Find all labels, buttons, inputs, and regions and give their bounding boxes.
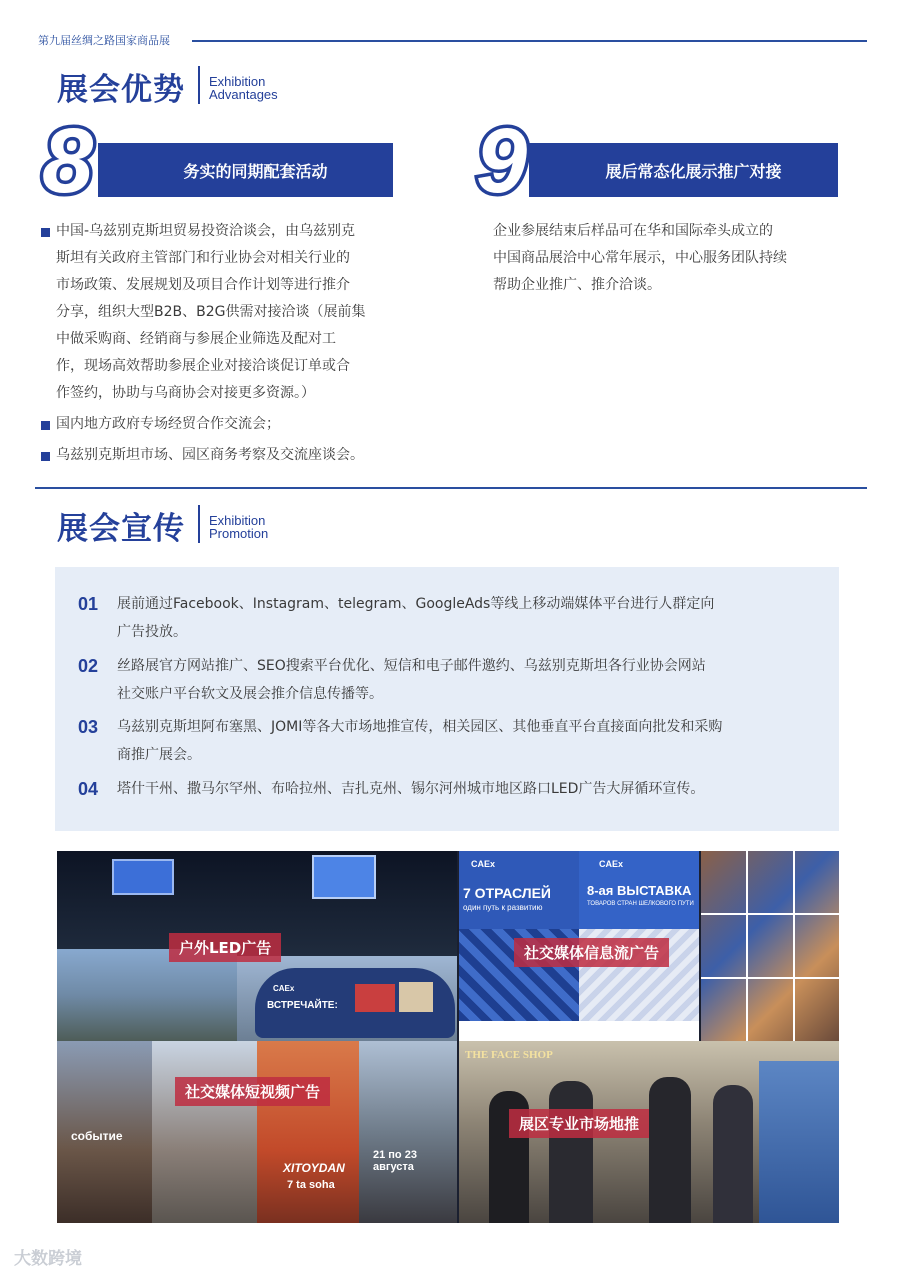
post-action-bar [459, 1021, 699, 1041]
item8-bullet-3-text: 乌兹别克斯坦市场、园区商务考察及交流座谈会。 [56, 447, 364, 463]
poster-headline: 8-ая ВЫСТАВКА [587, 883, 692, 898]
item8-heading-bar [98, 143, 393, 197]
poster-seven-industries [459, 851, 579, 1021]
watermark-logo: 大数跨境 [14, 1249, 82, 1269]
promo-item-text [117, 775, 822, 803]
item8-bullet-2-text: 国内地方政府专场经贸合作交流会； [56, 416, 280, 432]
promo-item-number: 02 [78, 656, 99, 676]
photo-video-woman-3 [359, 1041, 457, 1223]
shop-sign: THE FACE SHOP [465, 1049, 553, 1061]
advantages-title-en-2: Advantages [209, 87, 278, 102]
video-caption: событие [71, 1129, 123, 1143]
promo-item-line: 广告投放。 [117, 624, 187, 640]
video-caption: 7 ta soha [287, 1179, 335, 1191]
led-screen [112, 859, 174, 895]
promo-item-number: 04 [78, 779, 99, 799]
item8-line: 分享，组织大型B2B、B2G供需对接洽谈（展前集 [56, 304, 366, 320]
item9-line: 企业参展结束后样品可在华和国际牵头成立的 [493, 223, 773, 239]
promo-item-text [117, 590, 822, 646]
video-caption: 21 по 23 августа [373, 1149, 417, 1173]
item8-number: 8 [42, 110, 94, 212]
photo-video-arch [257, 1041, 359, 1223]
promo-item-line: 社交账户平台软文及展会推介信息传播等。 [117, 686, 383, 702]
item8-bullet-1 [41, 228, 50, 237]
led-screen [312, 855, 376, 899]
item8-line: 作签约，协助与乌商协会对接更多资源。） [56, 385, 315, 401]
item9-number: 9 [476, 110, 528, 212]
billboard-brand: CAEx [273, 984, 295, 993]
item9-line: 帮助企业推广、推介洽谈。 [493, 277, 661, 293]
promotion-title: 展会宣传 [57, 511, 185, 547]
photo-city-street [57, 949, 237, 1041]
event-title: 第九届丝绸之路国家商品展 [38, 34, 170, 47]
item9-paragraph [493, 218, 843, 299]
billboard-text: ВСТРЕЧАЙТЕ: [267, 1000, 338, 1011]
item8-heading: 务实的同期配套活动 [183, 161, 328, 181]
item8-paragraph [56, 218, 401, 407]
video-caption: XITOYDAN [283, 1161, 345, 1175]
item8-line: 斯坦有关政府主管部门和行业协会对相关行业的 [56, 250, 350, 266]
item9-line: 中国商品展洽中心常年展示，中心服务团队持续 [493, 250, 787, 266]
poster-headline: 7 ОТРАСЛЕЙ [463, 885, 551, 901]
promo-item-line: 丝路展官方网站推广、SEO搜索平台优化、短信和电子邮件邀约、乌兹别克斯坦各行业协会网站 [117, 658, 706, 674]
tag-short-video: 社交媒体短视频广告 [175, 1077, 330, 1106]
poster-brand: CAEx [471, 859, 496, 869]
tag-social-feed: 社交媒体信息流广告 [514, 938, 669, 967]
promo-item-line: 展前通过Facebook、Instagram、telegram、GoogleAds等线上移动端媒体平台进行人群定向 [117, 596, 715, 612]
advantages-title-bar [198, 66, 200, 104]
promotion-title-en-2: Promotion [209, 526, 269, 541]
item8-line: 作，现场高效帮助参展企业对接洽谈促订单或合 [56, 358, 350, 374]
promo-item-line: 塔什干州、撒马尔罕州、布哈拉州、吉扎克州、锡尔河州城市地区路口LED广告大屏循环宣传。 [117, 781, 705, 797]
poster-subline: ТОВАРОВ СТРАН ШЕЛКОВОГО ПУТИ [587, 901, 694, 907]
promotion-title-bar [198, 505, 200, 543]
promo-item-text [117, 652, 822, 708]
promotion-title-en-1: Exhibition [209, 513, 266, 528]
item9-heading: 展后常态化展示推广对接 [605, 161, 782, 181]
photo-video-woman-1 [57, 1041, 152, 1223]
promo-item-text [117, 713, 822, 769]
item8-line: 中国-乌兹别克斯坦贸易投资洽谈会，由乌兹别克 [56, 223, 356, 239]
tag-ground-promotion: 展区专业市场地推 [509, 1109, 649, 1138]
promo-item-number: 03 [78, 717, 99, 737]
item8-bullet-3 [41, 452, 50, 461]
poster-subline: один путь к развитию [463, 903, 543, 912]
promo-item-line: 乌兹别克斯坦阿布塞黑、JOMI等各大市场地推宣传，相关园区、其他垂直平台直接面向批发和采购 [117, 719, 723, 735]
poster-eighth-expo [579, 851, 699, 1021]
photo-video-woman-2 [152, 1041, 257, 1223]
photo-billboard [237, 956, 457, 1041]
header-rule [192, 40, 867, 42]
item8-bullet-2 [41, 421, 50, 430]
item9-heading-bar [529, 143, 838, 197]
promo-item-line: 商推广展会。 [117, 747, 201, 763]
advantages-title: 展会优势 [57, 72, 185, 108]
item8-line: 市场政策、发展规划及项目合作计划等进行推介 [56, 277, 350, 293]
poster-brand: CAEx [599, 859, 624, 869]
advantages-title-en-1: Exhibition [209, 74, 266, 89]
item8-line: 中做采购商、经销商与参展企业筛选及配对工 [56, 331, 336, 347]
section-divider [35, 487, 867, 489]
promotion-photo-collage [57, 851, 839, 1223]
photo-video-grid [701, 851, 839, 1041]
promo-item-number: 01 [78, 594, 99, 614]
tag-outdoor-led: 户外LED广告 [169, 933, 281, 962]
